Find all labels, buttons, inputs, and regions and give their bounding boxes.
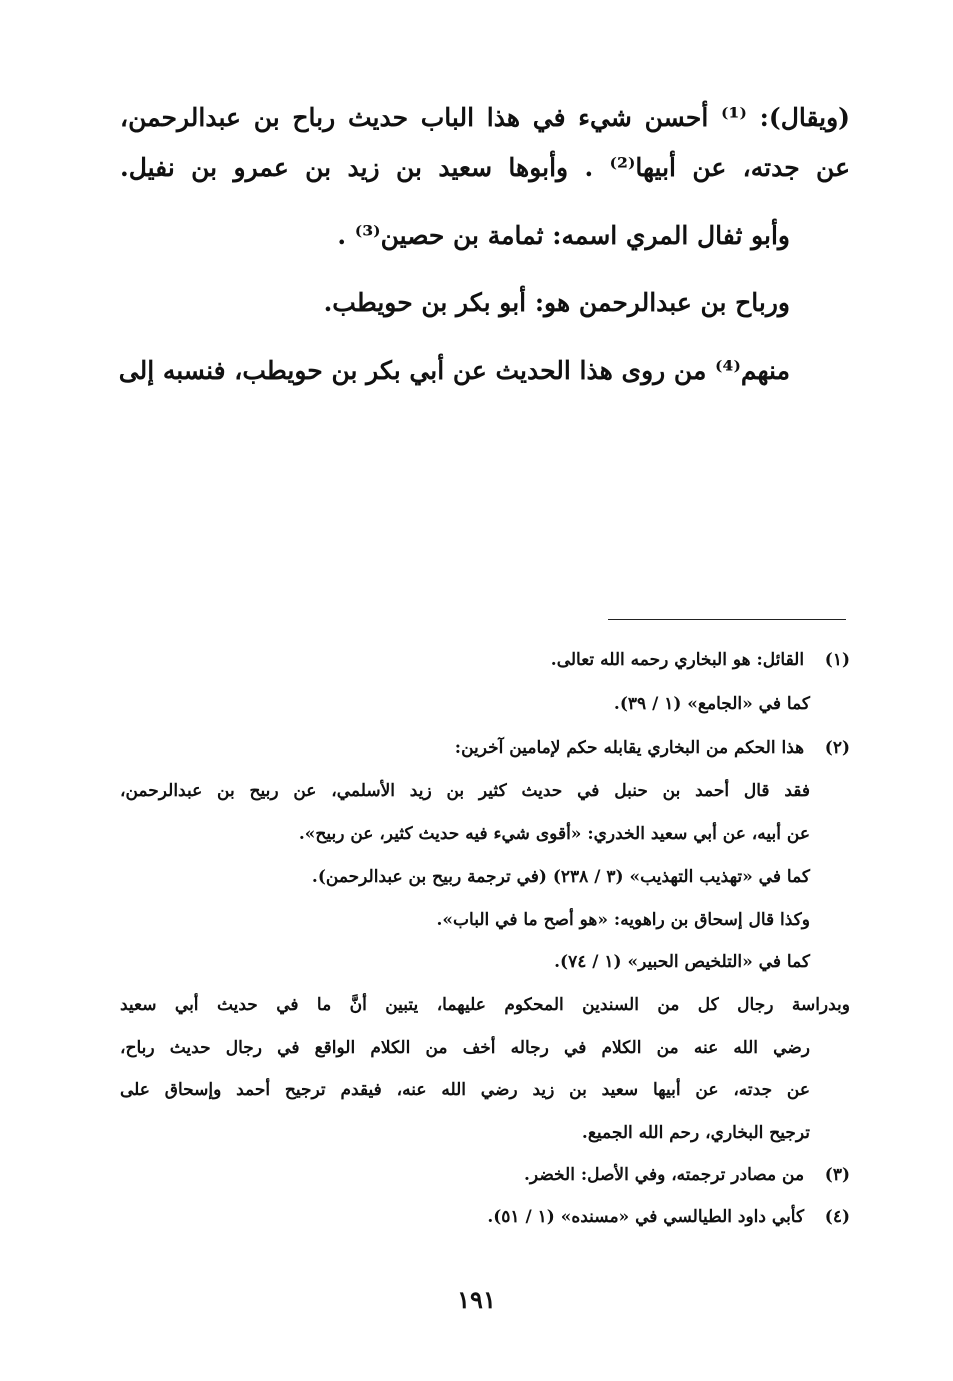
main-line: (ويقال): ⁽¹⁾ أحسن شيء في هذا الباب حديث رباح بن عبدالرحمن، bbox=[120, 103, 851, 132]
footnote-text: كما في «تهذيب التهذيب» (٣ / ٢٣٨) (في ترجمة ربيح بن عبدالرحمن). bbox=[311, 867, 810, 887]
footnote-4 bbox=[120, 1197, 850, 1237]
footnote-text: وكذا قال إسحاق بن راهويه: «هو أصح ما في الباب». bbox=[436, 910, 810, 930]
footnote-number: (٢) bbox=[824, 738, 850, 758]
main-line: عن جدته، عن أبيها⁽²⁾ . وأبوها سعيد بن زيد بن عمرو بن نفيل. bbox=[120, 153, 850, 182]
footnote-text: عن أبيه، عن أبي سعيد الخدري: «أقوى شيء فيه حديث كثير، عن ربيح». bbox=[298, 824, 810, 844]
footnote-text: القائل: هو البخاري رحمه الله تعالى. bbox=[550, 650, 805, 670]
footnote-divider bbox=[608, 619, 846, 620]
main-line: ورباح بن عبدالرحمن هو: أبو بكر بن حويطب. bbox=[323, 288, 790, 317]
footnote-text: رضي الله عنه من الكلام في رجاله أخف من الكلام الواقع في رجال حديث رباح، bbox=[120, 1038, 810, 1058]
footnote-text: كأبي داود الطيالسي في «مسنده» (١ / ٥١). bbox=[487, 1207, 805, 1227]
page-number: ١٩١ bbox=[457, 1285, 496, 1314]
footnote-text: هذا الحكم من البخاري يقابله حكم لإمامين آخرين: bbox=[454, 738, 805, 758]
footnote-1 bbox=[120, 640, 850, 680]
footnote-3 bbox=[120, 1155, 850, 1195]
footnote-number: (٤) bbox=[824, 1207, 850, 1227]
footnote-text: كما في «التلخيص الحبير» (١ / ٧٤). bbox=[554, 952, 810, 972]
footnote-text: فقد قال أحمد بن حنبل في حديث كثير بن زيد الأسلمي، عن ربيح بن عبدالرحمن، bbox=[120, 781, 810, 801]
main-line: وأبو ثفال المري اسمه: ثمامة بن حصين⁽³⁾ . bbox=[337, 221, 790, 250]
footnote-2 bbox=[120, 728, 850, 768]
footnote-text: وبدراسة رجال كل من السندين المحكوم عليهما، يتبين أنَّ ما في حديث أبي سعيد bbox=[120, 995, 850, 1015]
footnote-text: عن جدته، عن أبيها سعيد بن زيد رضي الله عنه، فيقدم ترجيح أحمد وإسحاق على bbox=[120, 1080, 810, 1100]
footnote-number: (١) bbox=[824, 650, 850, 670]
footnote-text: من مصادر ترجمته، وفي الأصل: الخضر. bbox=[524, 1165, 805, 1185]
main-line: منهم⁽⁴⁾ من روى هذا الحديث عن أبي بكر بن حويطب، فنسبه إلى bbox=[118, 356, 790, 385]
footnote-text: كما في «الجامع» (١ / ٣٩). bbox=[613, 694, 810, 714]
footnote-number: (٣) bbox=[824, 1165, 850, 1185]
footnote-text: ترجيح البخاري، رحم الله الجميع. bbox=[581, 1123, 810, 1143]
